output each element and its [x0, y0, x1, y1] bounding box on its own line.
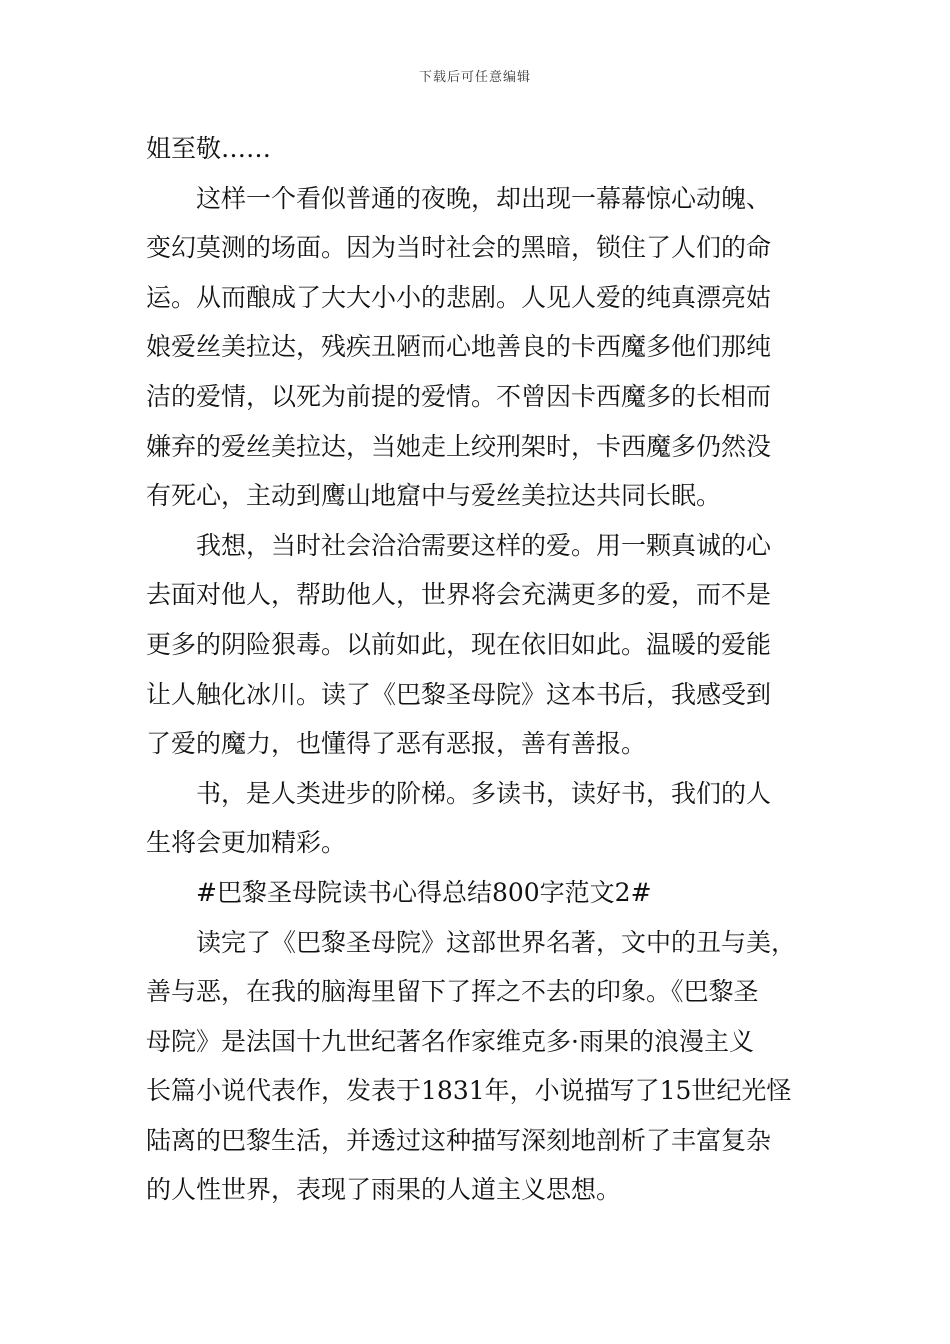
- text-line: 运。从而酿成了大大小小的悲剧。人见人爱的纯真漂亮姑: [146, 282, 772, 312]
- text-line: 生将会更加精彩。: [146, 828, 347, 858]
- text-line: 这样一个看似普通的夜晚，却出现一幕幕惊心动魄、: [196, 183, 772, 213]
- text-line: 陆离的巴黎生活，并透过这种描写深刻地剖析了丰富复杂: [146, 1125, 772, 1155]
- text-line: 让人触化冰川。读了《巴黎圣母院》这本书后，我感受到: [146, 679, 772, 709]
- text-line: 我想，当时社会洽洽需要这样的爱。用一颗真诚的心: [196, 530, 772, 560]
- body-text: [146, 124, 812, 1215]
- text-line: 的人性世界，表现了雨果的人道主义思想。: [146, 1175, 622, 1205]
- text-line: 读完了《巴黎圣母院》这部世界名著，文中的丑与美，: [196, 927, 797, 957]
- text-line: 洁的爱情，以死为前提的爱情。不曾因卡西魔多的长相而: [146, 381, 772, 411]
- text-line: 更多的阴险狠毒。以前如此，现在依旧如此。温暖的爱能: [146, 629, 772, 659]
- text-line: 姐至敬……: [146, 134, 272, 163]
- text-line: 娘爱丝美拉达，残疾丑陋而心地善良的卡西魔多他们那纯: [146, 332, 772, 362]
- text-line: 书，是人类进步的阶梯。多读书，读好书，我们的人: [196, 778, 772, 808]
- text-line: 嫌弃的爱丝美拉达，当她走上绞刑架时，卡西魔多仍然没: [146, 431, 772, 461]
- text-line: 善与恶，在我的脑海里留下了挥之不去的印象。《巴黎圣: [146, 977, 759, 1007]
- text-line: 了爱的魔力，也懂得了恶有恶报，善有善报。: [146, 729, 647, 759]
- text-line: 长篇小说代表作，发表于1831年，小说描写了15世纪光怪: [146, 1076, 792, 1106]
- text-line: 变幻莫测的场面。因为当时社会的黑暗，锁住了人们的命: [146, 233, 772, 263]
- page-header: 下载后可任意编辑: [418, 70, 531, 85]
- text-line: 去面对他人，帮助他人，世界将会充满更多的爱，而不是: [146, 580, 772, 610]
- text-line: #巴黎圣母院读书心得总结800字范文2#: [196, 877, 652, 907]
- text-line: 有死心，主动到鹰山地窟中与爱丝美拉达共同长眠。: [146, 481, 722, 511]
- text-line: 母院》是法国十九世纪著名作家维克多·雨果的浪漫主义: [146, 1026, 754, 1056]
